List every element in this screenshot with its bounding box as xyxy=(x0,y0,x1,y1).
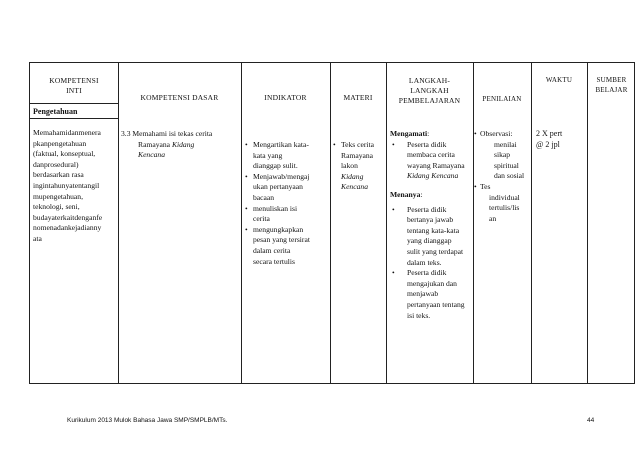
row-divider xyxy=(30,103,118,104)
header-kompetensi-dasar: KOMPETENSI DASAR xyxy=(140,93,219,102)
langkah-text xyxy=(390,129,474,321)
penilaian-item: • Tes individual tertulis/lis an xyxy=(474,182,532,224)
header-materi: MATERI xyxy=(343,93,373,102)
lesson-plan-table xyxy=(29,62,635,384)
langkah-item: • Peserta didik bertanya jawab tentang kata-kata yang dianggap sulit yang terdapat dalam teks. xyxy=(390,205,474,269)
kd-text: 3.3 Memahami isi tekas cerita Ramayana Kidang Kencana xyxy=(121,129,213,160)
column-divider xyxy=(241,63,242,383)
ki-text: Memahamidanmenera pkanpengetahuan (faktual, konseptual, danprosedural) berdasarkan rasa ingintahunyatentangil mupengetahuan, teknologi, seni, budayaterkaitdenganfe nomenadankejadianny ata xyxy=(33,128,103,243)
section-label: Pengetahuan xyxy=(33,107,78,116)
indikator-item: • Mengartikan kata- kata yang dianggap sulit. xyxy=(245,140,331,172)
penilaian-item: • Observasi: menilai sikap spiritual dan sosial xyxy=(474,129,532,182)
row-divider xyxy=(30,118,118,119)
header-indikator: INDIKATOR xyxy=(264,93,307,102)
header-kompetensi-inti: KOMPETENSI INTI xyxy=(49,76,99,95)
column-divider xyxy=(587,63,588,383)
mengamati-heading: Mengamati: xyxy=(390,129,430,138)
indikator-item: • mengungkapkan pesan yang tersirat dalam cerita secara tertulis xyxy=(245,225,331,267)
header-waktu: WAKTU xyxy=(545,76,573,84)
header-langkah-pembelajaran: LANGKAH- LANGKAH PEMBELAJARAN xyxy=(398,76,461,105)
header-penilaian: PENILAIAN xyxy=(482,95,522,103)
indikator-item: • menuliskan isi cerita xyxy=(245,204,331,225)
penilaian-text xyxy=(474,129,532,224)
indikator-item: • Menjawab/mengaj ukan pertanyaan bacaan xyxy=(245,172,331,204)
langkah-item: • Peserta didik mengajukan dan menjawab pertanyaan tentang isi teks. xyxy=(390,268,474,321)
langkah-item: • Peserta didik membaca cerita wayang Ramayana Kidang Kencana xyxy=(390,140,474,182)
indikator-list xyxy=(245,140,331,267)
waktu-text: 2 X pert @ 2 jpl xyxy=(536,129,563,149)
footer-title: Kurikulum 2013 Mulok Bahasa Jawa SMP/SMPLB/MTs. xyxy=(67,417,228,424)
column-divider xyxy=(386,63,387,383)
page-number: 44 xyxy=(587,417,595,424)
materi-text: • Teks cerita Ramayana lakon Kidang Kencana xyxy=(333,140,387,193)
menanya-heading: Menanya: xyxy=(390,189,423,199)
header-sumber-belajar: SUMBER BELAJAR xyxy=(595,76,628,94)
